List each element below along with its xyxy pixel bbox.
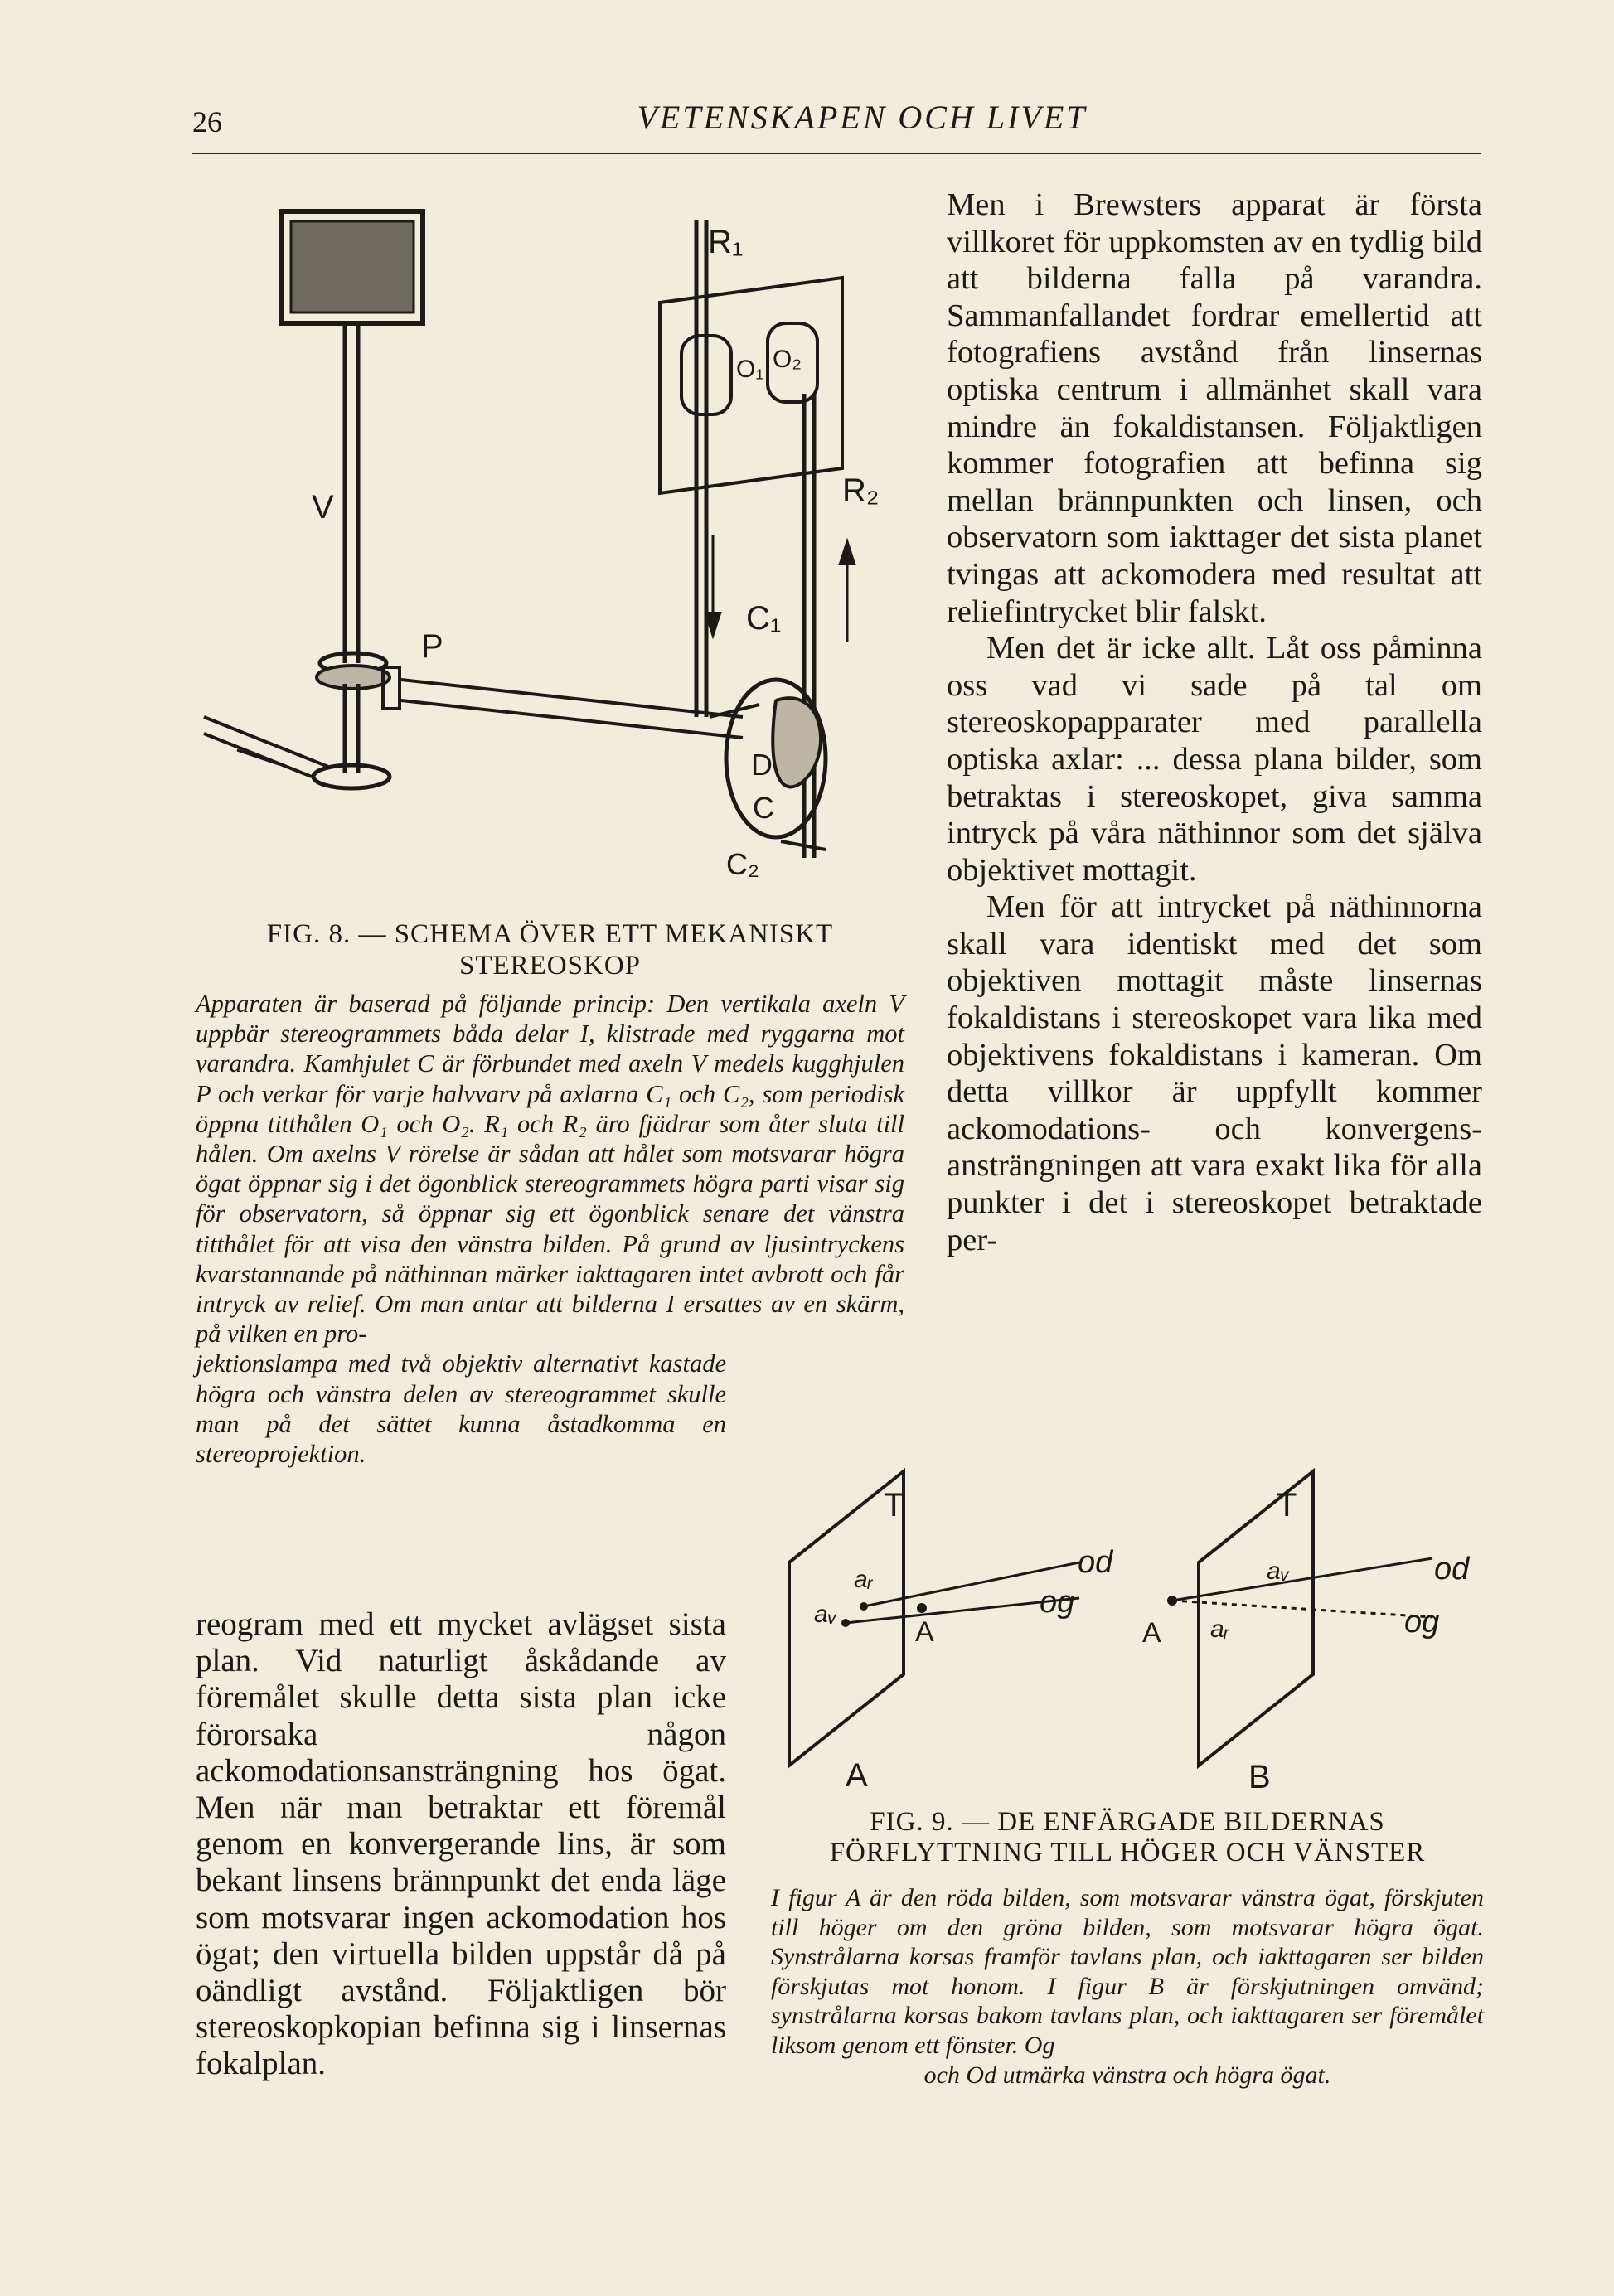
label-t-right: T [1277,1487,1297,1523]
label-a-point-right: A [1142,1617,1161,1649]
header-rule [192,153,1481,154]
figure-8-caption-wide: Apparaten är baserad på följande princip: Den vertikala axeln V uppbär stereogrammets båda delar I, klistrade med ryggarna mot varandra. Kamhjulet C är förbundet med axeln V medels kugghjulen P och verkar för varje halvvarv på axlarna C₁ och C₂, som periodisk öppna titthålen O₁ och O₂. R₁ och R₂ äro fjädrar som åter sluta till hålen. Om axelns V rörelse är sådan att hålet som motsvarar högra ögat öppnar sig i det ögonblick stereogrammets högra parti visar sig för observatorn, så öppnar sig ett ögonblick senare det vänstra titthålet för att visa den vänstra bilden. På grund av ljusintryckens kvarstannande på näthinnan märker iakttagaren intet avbrott och får intryck av relief. Om man antar att bilderna I ersattes av en skärm, på vilken en pro- [196,990,904,1349]
label-a-bottom: A [846,1757,868,1794]
page-number: 26 [192,105,222,138]
label-av-right: aᵥ [1267,1557,1290,1585]
label-t-left: T [884,1487,904,1523]
label-c1: C₁ [746,600,782,637]
figure-8-caption-narrow: jektionslampa med två objektiv alternativt kastade högra och vänstra delen av stereogrammet skulle man på det sättet kunna åstadkomma en stereoprojektion. [196,1349,726,1469]
label-r2: R₂ [842,472,880,509]
label-c2: C₂ [726,847,759,881]
left-column-lower-text: reogram med ett mycket avlägset sista plan. Vid naturligt åskådande av föremålet skulle detta sista plan icke förorsaka någon ackomodationsansträngning hos ögat. Men när man betraktar ett föremål genom en konvergerande lins, är som bekant linsens brännpunkt det enda läge som motsvarar ingen ackomodation hos ögat; den virtuella bilden uppstår då på oändligt avstånd. Följaktligen bör stereoskopkopian befinna sig i linsernas fokalplan. [196,1606,726,2082]
label-av-left: aᵥ [814,1601,837,1628]
label-ar-right: aᵣ [1210,1615,1229,1643]
right-paragraph: Men för att intrycket på näthinnorna skall vara identiskt med det som objektiven mottagit måste linsernas fokaldistans i stereoskopet vara lika med objektivens fokaldistans i kameran. Om detta villkor är uppfyllt kommer ackomodations- och konvergens-ansträngningen att vara exakt lika för alla punkter i det i stereoskopet betraktade per- [947,889,1482,1257]
figure-8-stereoscope-diagram [196,186,925,916]
label-a-point-left: A [915,1616,934,1648]
label-r1: R₁ [708,224,744,260]
figure-9-caption-last-line: och Od utmärka vänstra och högra ögat. [923,2061,1331,2089]
figure-9-caption-title: FIG. 9. — DE ENFÄRGADE BILDERNAS FÖRFLYTTNING TILL HÖGER OCH VÄNSTER [829,1807,1426,1867]
figure-9-caption-body: I figur A är den röda bilden, som motsvarar vänstra ögat, förskjuten till höger om den gröna bilden, som motsvarar högra ögat. Synstrålarna korsas framför tavlans plan, och iakttagaren ser bilden förskjutas mot honom. I figur B är förskjutningen omvänd; synstrålarna korsas bakom tavlans plan, och iakttagaren ser föremålet liksom genom ett fönster. Og [771,1884,1484,2059]
label-og-left: og [1040,1585,1075,1620]
label-v: V [312,489,334,526]
right-column-text [947,186,1482,1258]
label-c: C [753,791,774,825]
label-o2: O₂ [773,346,802,373]
figure-9-caption-text [771,1883,1484,2090]
label-b-bottom: B [1248,1759,1271,1795]
label-p: P [421,628,443,665]
figure-8-caption-text [196,989,904,1469]
right-paragraph: Men i Brewsters apparat är första villkoret för uppkomsten av en tydlig bild att bilderna falla på varandra. Sammanfallandet fordrar emellertid att fotografiens avstånd från linsernas optiska centrum i allmänhet skall vara mindre än fokaldistansen. Följaktligen kommer fotografien att befinna sig mellan brännpunkten och linsen, och observatorn som iakttager det sista planet tvingas att ackomodera med resultat att reliefintrycket blir falskt. [947,187,1482,629]
running-title: VETENSKAPEN OCH LIVET [637,99,1088,136]
label-o1: O₁ [736,356,764,383]
label-ar-left: aᵣ [854,1566,873,1593]
figure-9-diagram [763,1455,1484,1795]
figure-8-caption-title: FIG. 8. — SCHEMA ÖVER ETT MEKANISKT STEREOSKOP [266,919,834,981]
label-d: D [751,748,773,782]
label-od-right: od [1434,1552,1470,1586]
label-od-left: od [1078,1545,1113,1580]
right-paragraph: Men det är icke allt. Låt oss påminna oss vad vi sade på tal om stereoskopapparater med parallella optiska axlar: ... dessa plana bilder, som betraktas i stereoskopet, giva samma intryck på våra näthinnor som det själva objektivet mottagit. [947,631,1482,888]
label-og-right: og [1404,1605,1440,1640]
